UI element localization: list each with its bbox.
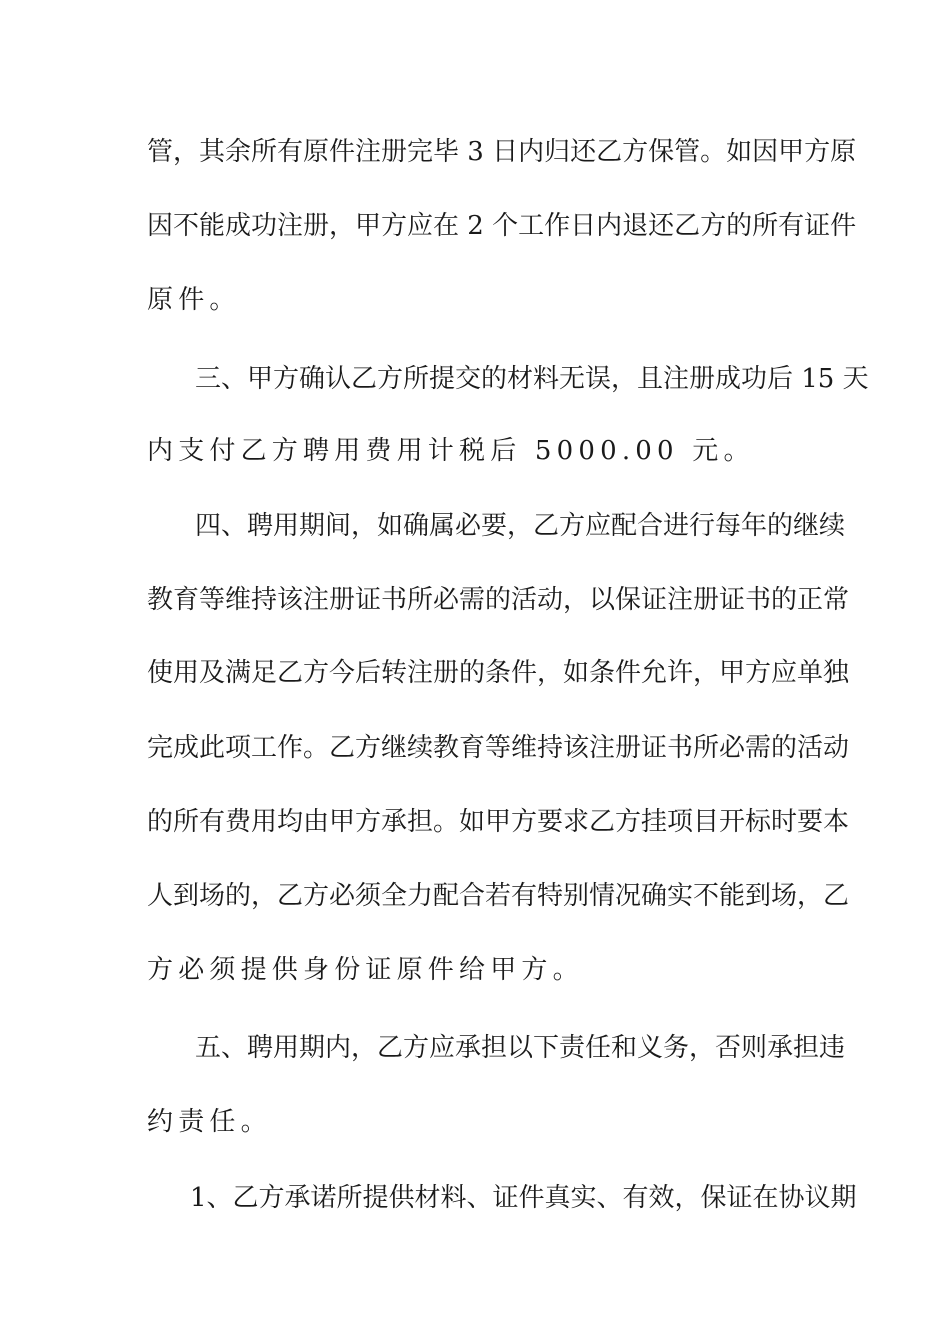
body-text-line: 约责任。 bbox=[147, 1107, 272, 1137]
body-text-line: 教育等维持该注册证书所必需的活动，以保证注册证书的正常 bbox=[147, 585, 850, 615]
section-three-line: 三、甲方确认乙方所提交的材料无误，且注册成功后 15 天 bbox=[195, 364, 869, 394]
body-text-line: 方必须提供身份证原件给甲方。 bbox=[147, 955, 584, 985]
body-text-line: 原件。 bbox=[147, 285, 241, 315]
body-text-line: 管，其余所有原件注册完毕 3 日内归还乙方保管。如因甲方原 bbox=[147, 137, 857, 167]
clause-one-line: 1、乙方承诺所提供材料、证件真实、有效，保证在协议期 bbox=[190, 1183, 857, 1213]
body-text-line: 人到场的，乙方必须全力配合若有特别情况确实不能到场，乙 bbox=[147, 881, 850, 911]
body-text-line: 内支付乙方聘用费用计税后 5000.00 元。 bbox=[147, 436, 755, 466]
body-text-line: 的所有费用均由甲方承担。如甲方要求乙方挂项目开标时要本 bbox=[147, 807, 850, 837]
body-text-line: 使用及满足乙方今后转注册的条件，如条件允许，甲方应单独 bbox=[147, 658, 850, 688]
body-text-line: 因不能成功注册，甲方应在 2 个工作日内退还乙方的所有证件 bbox=[147, 211, 857, 241]
section-five-line: 五、聘用期内，乙方应承担以下责任和义务，否则承担违 bbox=[195, 1033, 846, 1063]
body-text-line: 完成此项工作。乙方继续教育等维持该注册证书所必需的活动 bbox=[147, 733, 850, 763]
section-four-line: 四、聘用期间，如确属必要，乙方应配合进行每年的继续 bbox=[195, 511, 846, 541]
